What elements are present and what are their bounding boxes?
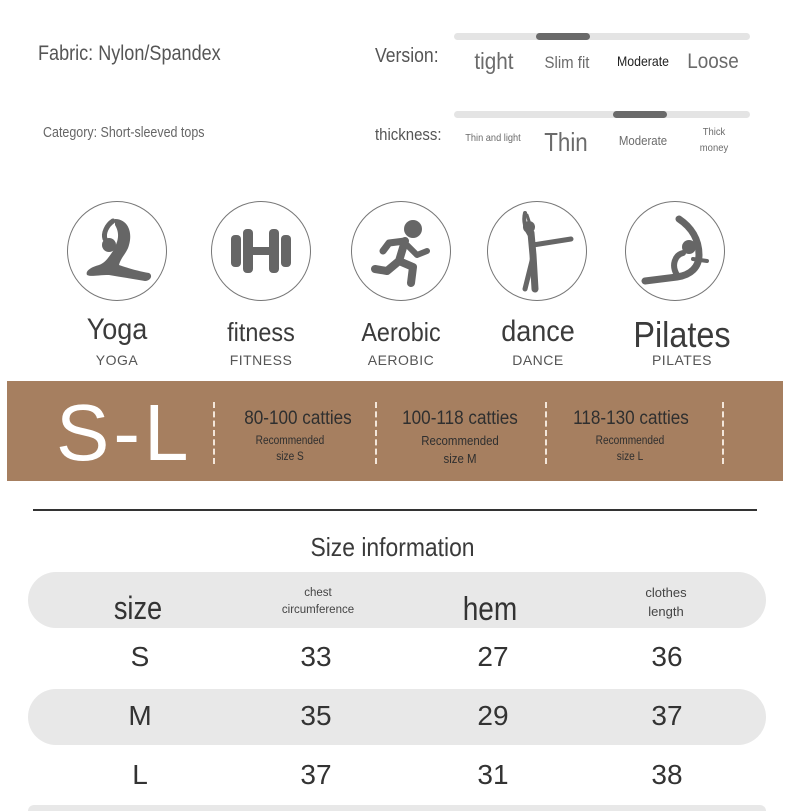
aerobic-icon-circle	[351, 201, 451, 301]
table-next-row-edge	[28, 805, 766, 811]
version-option-slim-fit: Slim fit	[544, 53, 590, 72]
fabric-label: Fabric: Nylon/Spandex	[38, 42, 221, 65]
row-m-chest: 35	[300, 700, 332, 731]
thickness-label: thickness:	[375, 125, 442, 144]
thickness-option-thin-and-light: Thin and light	[465, 132, 521, 144]
row-m-length: 37	[651, 700, 683, 731]
version-slider-indicator	[536, 33, 590, 40]
dancer-icon	[495, 209, 579, 293]
size-table-title: Size information	[310, 532, 475, 562]
row-s-size: S	[130, 641, 150, 672]
version-options	[454, 48, 764, 82]
sport-aerobic-sub: AEROBIC	[367, 352, 435, 368]
thickness-option-thick: Thick	[702, 126, 726, 138]
sport-fitness-sub: FITNESS	[229, 352, 293, 368]
row-l-chest: 37	[300, 759, 332, 790]
sport-pilates-name: Pilates	[633, 314, 731, 355]
thickness-option-moderate: Moderate	[618, 133, 668, 148]
row-s-hem: 27	[477, 641, 509, 672]
row-s-length: 36	[651, 641, 683, 672]
yoga-pose-icon	[75, 209, 159, 293]
row-s-chest: 33	[300, 641, 332, 672]
row-m-hem: 29	[477, 700, 509, 731]
category-label: Category: Short-sleeved tops	[43, 125, 205, 141]
sport-yoga-name: Yoga	[86, 313, 148, 346]
row-l-length: 38	[651, 759, 683, 790]
thickness-slider-indicator	[613, 111, 667, 118]
banner-divider	[213, 402, 215, 464]
sport-aerobic-name: Aerobic	[361, 317, 441, 347]
thickness-option-money: money	[699, 142, 729, 154]
sport-fitness-name: fitness	[227, 317, 295, 347]
banner-divider	[545, 402, 547, 464]
yoga-icon-circle	[67, 201, 167, 301]
version-option-loose: Loose	[687, 50, 739, 73]
row-l-hem: 31	[477, 759, 509, 790]
dance-icon-circle	[487, 201, 587, 301]
sport-pilates-sub: PILATES	[651, 352, 713, 368]
banner-size-s: size S	[276, 451, 304, 463]
banner-recommended-l: Recommended	[595, 435, 665, 447]
version-option-tight: tight	[474, 48, 514, 74]
header-hem: hem	[462, 590, 518, 627]
banner-divider	[375, 402, 377, 464]
pilates-icon-circle	[625, 201, 725, 301]
size-range-text: S-L	[56, 388, 193, 477]
row-m-size: M	[128, 700, 152, 731]
header-chest-line2: circumference	[281, 604, 355, 616]
header-size: size	[113, 590, 163, 626]
thickness-options	[454, 124, 764, 164]
banner-size-l: size L	[616, 451, 644, 463]
runner-icon	[359, 209, 443, 293]
header-length-line2: length	[648, 604, 684, 619]
banner-divider	[722, 402, 724, 464]
thickness-slider-track	[454, 111, 750, 118]
fitness-icon-circle	[211, 201, 311, 301]
thickness-option-thin: Thin	[544, 127, 588, 157]
banner-weight-s: 80-100 catties	[244, 408, 352, 429]
dumbbell-icon	[219, 209, 303, 293]
version-slider-track	[454, 33, 750, 40]
pilates-pose-icon	[633, 209, 717, 293]
header-chest-line1: chest	[304, 587, 332, 599]
section-divider	[33, 509, 757, 511]
version-option-moderate: Moderate	[616, 53, 670, 69]
banner-recommended-s: Recommended	[255, 435, 325, 447]
banner-weight-l: 118-130 catties	[573, 408, 689, 429]
header-length-line1: clothes	[645, 585, 687, 600]
sport-dance-sub: DANCE	[512, 352, 564, 368]
sport-yoga-sub: YOGA	[95, 352, 139, 368]
banner-weight-m: 100-118 catties	[402, 408, 518, 429]
banner-recommended-m: Recommended	[421, 433, 499, 448]
banner-size-m: size M	[443, 451, 477, 466]
version-label: Version:	[375, 45, 439, 67]
row-l-size: L	[132, 759, 148, 790]
sport-dance-name: dance	[501, 315, 575, 348]
